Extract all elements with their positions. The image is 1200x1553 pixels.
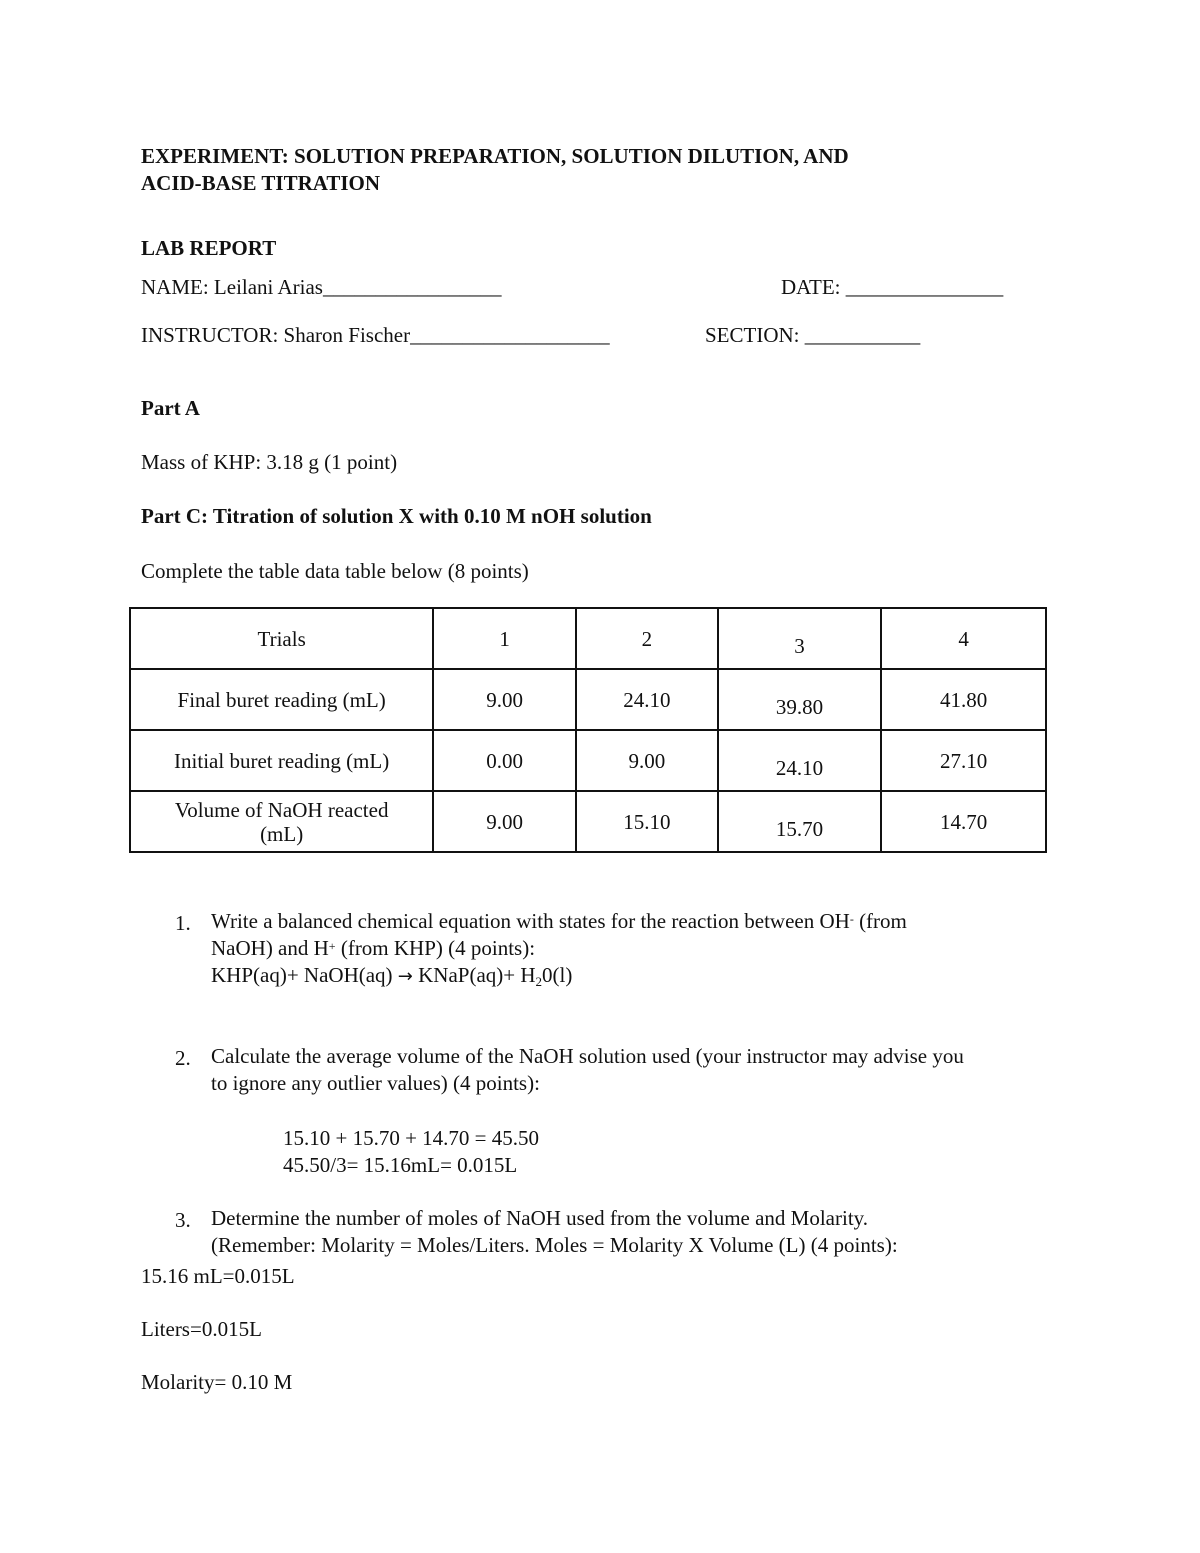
- name-field: [141, 275, 501, 300]
- header-cell: Trials: [130, 608, 433, 669]
- q1-line1-end: (from: [853, 909, 907, 933]
- titration-data-table: [129, 607, 1047, 853]
- header-cell: 3: [718, 608, 882, 669]
- table-row: [130, 730, 1046, 791]
- section-field: [705, 323, 920, 348]
- q1-text: [211, 908, 907, 991]
- table-cell: 41.80: [881, 669, 1046, 730]
- header-cell: 1: [433, 608, 576, 669]
- table-cell: 15.10: [576, 791, 718, 852]
- table-header-row: [130, 608, 1046, 669]
- instructor-value: INSTRUCTOR: Sharon Fischer: [141, 323, 411, 347]
- row-label: Initial buret reading (mL): [130, 730, 433, 791]
- row-label: [130, 791, 433, 852]
- row-label-line1: Volume of NaOH reacted: [174, 797, 389, 822]
- equation-products: KNaP(aq)+ H: [412, 963, 536, 987]
- q2-calculation: [283, 1125, 539, 1179]
- row-label-line2: (mL): [260, 821, 304, 846]
- document-title-line1: EXPERIMENT: SOLUTION PREPARATION, SOLUTION DILUTION, AND: [141, 144, 849, 168]
- table-cell: 27.10: [881, 730, 1046, 791]
- khp-mass: Mass of KHP: 3.18 g (1 point): [141, 450, 398, 474]
- table-cell: 24.10: [718, 730, 882, 791]
- q3-line2: (Remember: Molarity = Moles/Liters. Moles = Molarity X Volume (L) (4 points):: [211, 1233, 898, 1257]
- q2-line1: Calculate the average volume of the NaOH solution used (your instructor may advise you: [211, 1044, 964, 1068]
- q3-number: 3.: [175, 1208, 191, 1232]
- name-value: NAME: Leilani Arias: [141, 275, 323, 299]
- table-instruction: Complete the table data table below (8 points): [141, 559, 529, 583]
- row-label: Final buret reading (mL): [130, 669, 433, 730]
- table-row: [130, 669, 1046, 730]
- equation-subscript: 2: [535, 974, 543, 989]
- table-cell: 24.10: [576, 669, 718, 730]
- q3-answer-volume: 15.16 mL=0.015L: [141, 1264, 295, 1288]
- table-cell: 9.00: [433, 791, 576, 852]
- table-cell: 9.00: [576, 730, 718, 791]
- q2-calc-sum: 15.10 + 15.70 + 14.70 = 45.50: [283, 1126, 540, 1150]
- table-cell: 9.00: [433, 669, 576, 730]
- q1-superscript-plus: +: [328, 939, 336, 953]
- section-blank: ___________: [804, 323, 921, 347]
- date-field: [781, 275, 1003, 300]
- q1-line1: Write a balanced chemical equation with states for the reaction between OH: [211, 909, 850, 933]
- header-cell: 2: [576, 608, 718, 669]
- table-cell: 39.80: [718, 669, 882, 730]
- instructor-blank: ___________________: [410, 323, 610, 347]
- section-label: SECTION:: [705, 323, 805, 347]
- reaction-arrow-icon: →: [397, 966, 413, 987]
- q3-line1: Determine the number of moles of NaOH used from the volume and Molarity.: [211, 1206, 869, 1230]
- q1-equation: [211, 962, 907, 991]
- q3-text: [211, 1205, 898, 1259]
- q2-calc-average: 45.50/3= 15.16mL= 0.015L: [283, 1153, 518, 1177]
- instructor-field: [141, 323, 610, 348]
- date-label: DATE:: [781, 275, 846, 299]
- date-blank: _______________: [845, 275, 1004, 299]
- table-cell: 14.70: [881, 791, 1046, 852]
- table-cell: 0.00: [433, 730, 576, 791]
- header-cell: 4: [881, 608, 1046, 669]
- equation-reactants: KHP(aq)+ NaOH(aq): [211, 963, 398, 987]
- report-label: LAB REPORT: [141, 236, 277, 260]
- q3-answer-molarity: Molarity= 0.10 M: [141, 1370, 293, 1394]
- part-c-heading: Part C: Titration of solution X with 0.10 M nOH solution: [141, 504, 652, 528]
- table-row: [130, 791, 1046, 852]
- part-a-heading: Part A: [141, 396, 200, 420]
- name-blank: _________________: [322, 275, 502, 299]
- q2-line2: to ignore any outlier values) (4 points):: [211, 1071, 540, 1095]
- document-title-line2: ACID-BASE TITRATION: [141, 171, 381, 195]
- q2-number: 2.: [175, 1046, 191, 1070]
- q1-superscript-minus: -: [849, 912, 854, 926]
- q3-answer-liters: Liters=0.015L: [141, 1317, 262, 1341]
- q1-line2: NaOH) and H: [211, 936, 329, 960]
- q2-text: [211, 1043, 964, 1097]
- equation-water: 0(l): [542, 963, 573, 987]
- q1-number: 1.: [175, 911, 191, 935]
- q1-line2-end: (from KHP) (4 points):: [335, 936, 536, 960]
- table-cell: 15.70: [718, 791, 882, 852]
